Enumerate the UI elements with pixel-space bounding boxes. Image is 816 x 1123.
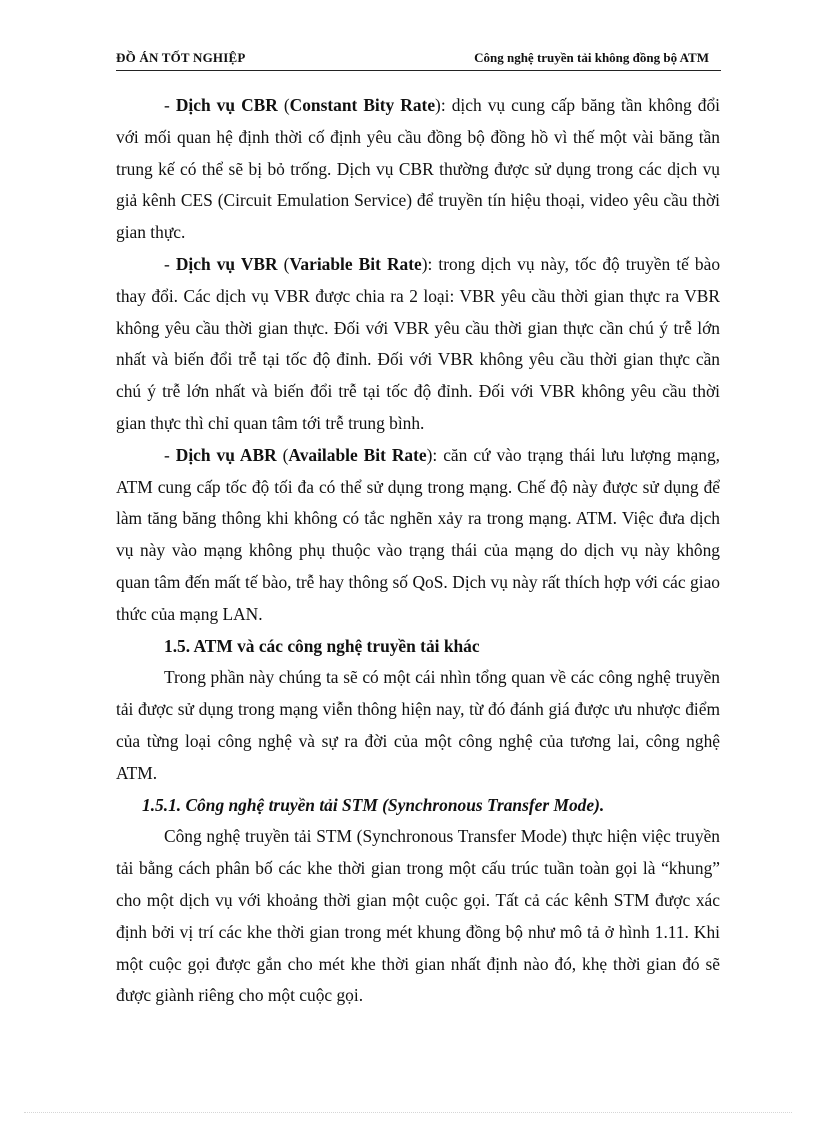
vbr-open: ( (277, 253, 290, 274)
cbr-expansion: Constant Bity Rate (289, 95, 436, 115)
paragraph-section-1-5-1: Công nghệ truyền tải STM (Synchronous Transfer Mode) thực hiện việc truyền tải bằng cách phân bố các khe thời gian trong một cấu trúc tuần toàn gọi là “khung” cho một dịch vụ với khoảng thời gian một cuộc gọi. Tất cả các kênh STM được xác định bởi vị trí các khe thời gian trong mét khung đồng bộ như mô tả ở hình 1.11. Khi một cuộc gọi được gắn cho mét khe thời gian nhất định nào đó, khẹ thời gian đó sẽ được giành riêng cho một cuộc gọi. (116, 826, 720, 1006)
document-body (116, 90, 720, 1012)
page-header (116, 48, 721, 71)
vbr-expansion: Variable Bit Rate (289, 253, 422, 274)
paragraph-vbr (116, 249, 720, 440)
cbr-open: ( (277, 95, 290, 115)
abr-text: ): căn cứ vào trạng thái lưu lượng mạng, ATM cung cấp tốc độ tối đa có thể sử dụng trong mạng. Chế độ này được sử dụng để làm tăng băng thông khi không có tắc nghẽn xảy ra trong mạng. ATM. Việc đưa dịch vụ này vào mạng không phụ thuộc vào trạng thái của mạng do dịch vụ này không quan tâm đến mất tế bào, trễ hay thông số QoS. Dịch vụ này rất thích hợp với các giao thức của mạng LAN. (116, 444, 721, 624)
header-right-title: Công nghệ truyền tải không đồng bộ ATM (474, 50, 709, 65)
paragraph-cbr (116, 90, 720, 249)
cbr-term: Dịch vụ CBR (175, 95, 278, 115)
paragraph-section-1-5: Trong phần này chúng ta sẽ có một cái nhìn tổng quan về các công nghệ truyền tải được sử dụng trong mạng viễn thông hiện nay, từ đó đánh giá được ưu nhược điểm của từng loại công nghệ và sự ra đời của một công nghệ của tương lai, công nghệ ATM. (116, 667, 720, 783)
vbr-text: ): trong dịch vụ này, tốc độ truyền tế bào thay đổi. Các dịch vụ VBR được chia ra 2 loại: VBR yêu cầu thời gian thực ra VBR không yêu cầu thời gian thực. Đối với VBR yêu cầu thời gian thực cần chú ý trễ lớn nhất và biến đổi trễ tại tốc độ đỉnh. Đối với VBR không yêu cầu thời gian thực cần chú ý trễ lớn nhất và biến đổi trễ tại tốc độ đỉnh. Đối với VBR không yêu cầu thời gian thực thì chỉ quan tâm tới trễ trung bình. (116, 253, 721, 433)
paragraph-abr (116, 440, 720, 631)
cbr-text: ): dịch vụ cung cấp băng tần không đổi với mối quan hệ định thời cố định yêu cầu đồng bộ đồng hồ vì thế một vài băng tần trung kế có thể sẽ bị bỏ trống. Dịch vụ CBR thường được sử dụng trong các dịch vụ giả kênh CES (Circuit Emulation Service) để truyền tín hiệu thoại, video yêu cầu thời gian thực. (116, 95, 721, 243)
cbr-prefix: - (164, 95, 176, 115)
page-bottom-rule (24, 1112, 792, 1113)
abr-prefix: - (164, 444, 176, 465)
header-left-title: ĐỒ ÁN TỐT NGHIỆP (116, 50, 246, 65)
abr-expansion: Available Bit Rate (288, 444, 427, 465)
abr-open: ( (276, 444, 289, 465)
section-heading-1-5-1: 1.5.1. Công nghệ truyền tải STM (Synchronous Transfer Mode). (142, 794, 605, 815)
abr-term: Dịch vụ ABR (175, 444, 277, 465)
vbr-prefix: - (164, 253, 176, 274)
section-heading-1-5: 1.5. ATM và các công nghệ truyền tải khác (164, 635, 480, 656)
vbr-term: Dịch vụ VBR (175, 253, 278, 274)
